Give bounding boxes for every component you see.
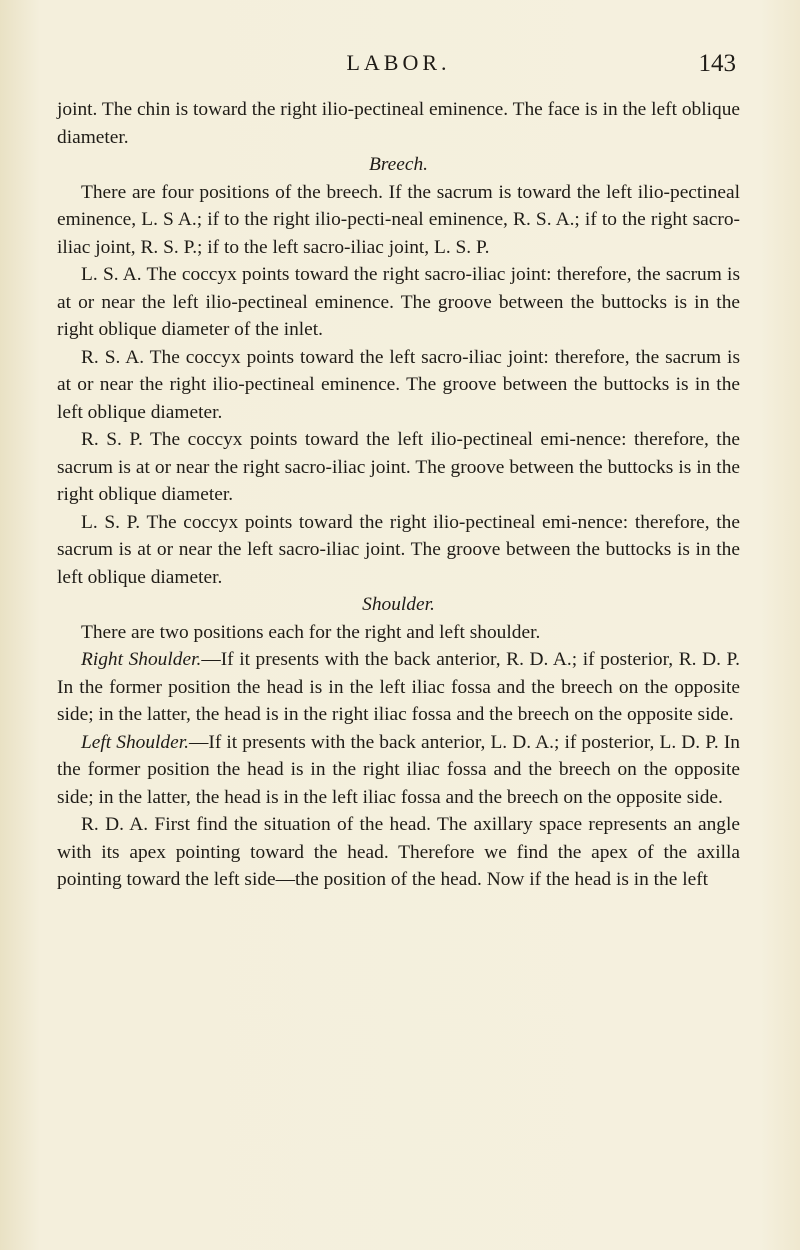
paragraph-left-shoulder-text: —If it presents with the back anterior, L. D. A.; if posterior, L. D. P. In the former position the head is in the right iliac fossa and the breech on the opposite side; in the latter, the head is in the left iliac fossa and the breech on the opposite side. [57,731,740,808]
page-number: 143 [698,50,736,77]
section-heading-breech: Breech. [368,154,429,175]
paragraph-lsa: L. S. A. The coccyx points toward the right sacro-iliac joint: therefore, the sacrum is at or near the left ilio-pectineal eminence. The groove between the buttocks is in the right oblique diameter of the inlet. [57,264,740,340]
paragraph-rda: R. D. A. First find the situation of the head. The axillary space represents an angle with its apex pointing toward the head. Therefore we find the apex of the axilla pointing toward the left side—the position of the head. Now if the head is in the left [57,814,740,890]
run-in-heading-right-shoulder: Right Shoulder. [81,649,202,670]
paragraph-lsp: L. S. P. The coccyx points toward the right ilio-pectineal emi-nence: therefore, the sacrum is at or near the left sacro-iliac joint. The groove between the buttocks is in the left oblique diameter. [57,511,740,588]
paragraph-left-shoulder [57,729,740,812]
paragraph-right-shoulder [57,646,740,729]
paragraph-right-shoulder-text: —If it presents with the back anterior, R. D. A.; if posterior, R. D. P. In the former position the head is in the left iliac fossa and the breech on the opposite side; in the latter, the head is in the right iliac fossa and the breech on the opposite side. [57,649,740,725]
run-in-heading-left-shoulder: Left Shoulder. [81,731,189,753]
paragraph-rsa: R. S. A. The coccyx points toward the left sacro-iliac joint: therefore, the sacrum is at or near the right ilio-pectineal eminence. The groove between the buttocks is in the left oblique diameter. [57,346,740,423]
body-text [57,96,740,894]
paragraph-continuation: joint. The chin is toward the right ilio-pectineal eminence. The face is in the left oblique diameter. [57,99,740,148]
paragraph-rsp: R. S. P. The coccyx points toward the left ilio-pectineal emi-nence: therefore, the sacrum is at or near the right sacro-iliac joint. The groove between the buttocks is in the right oblique diameter. [57,429,740,505]
running-head: LABOR. [346,50,451,75]
section-heading-shoulder: Shoulder. [362,594,435,615]
paragraph-shoulder-positions: There are two positions each for the right and left shoulder. [81,621,541,643]
paragraph-breech-positions: There are four positions of the breech. If the sacrum is toward the left ilio-pectineal eminence, L. S A.; if to the right ilio-pecti-neal eminence, R. S. A.; if to the right sacro-iliac joint, R. S. P.; if to the left sacro-iliac joint, L. S. P. [57,181,740,258]
page-header [57,50,740,96]
